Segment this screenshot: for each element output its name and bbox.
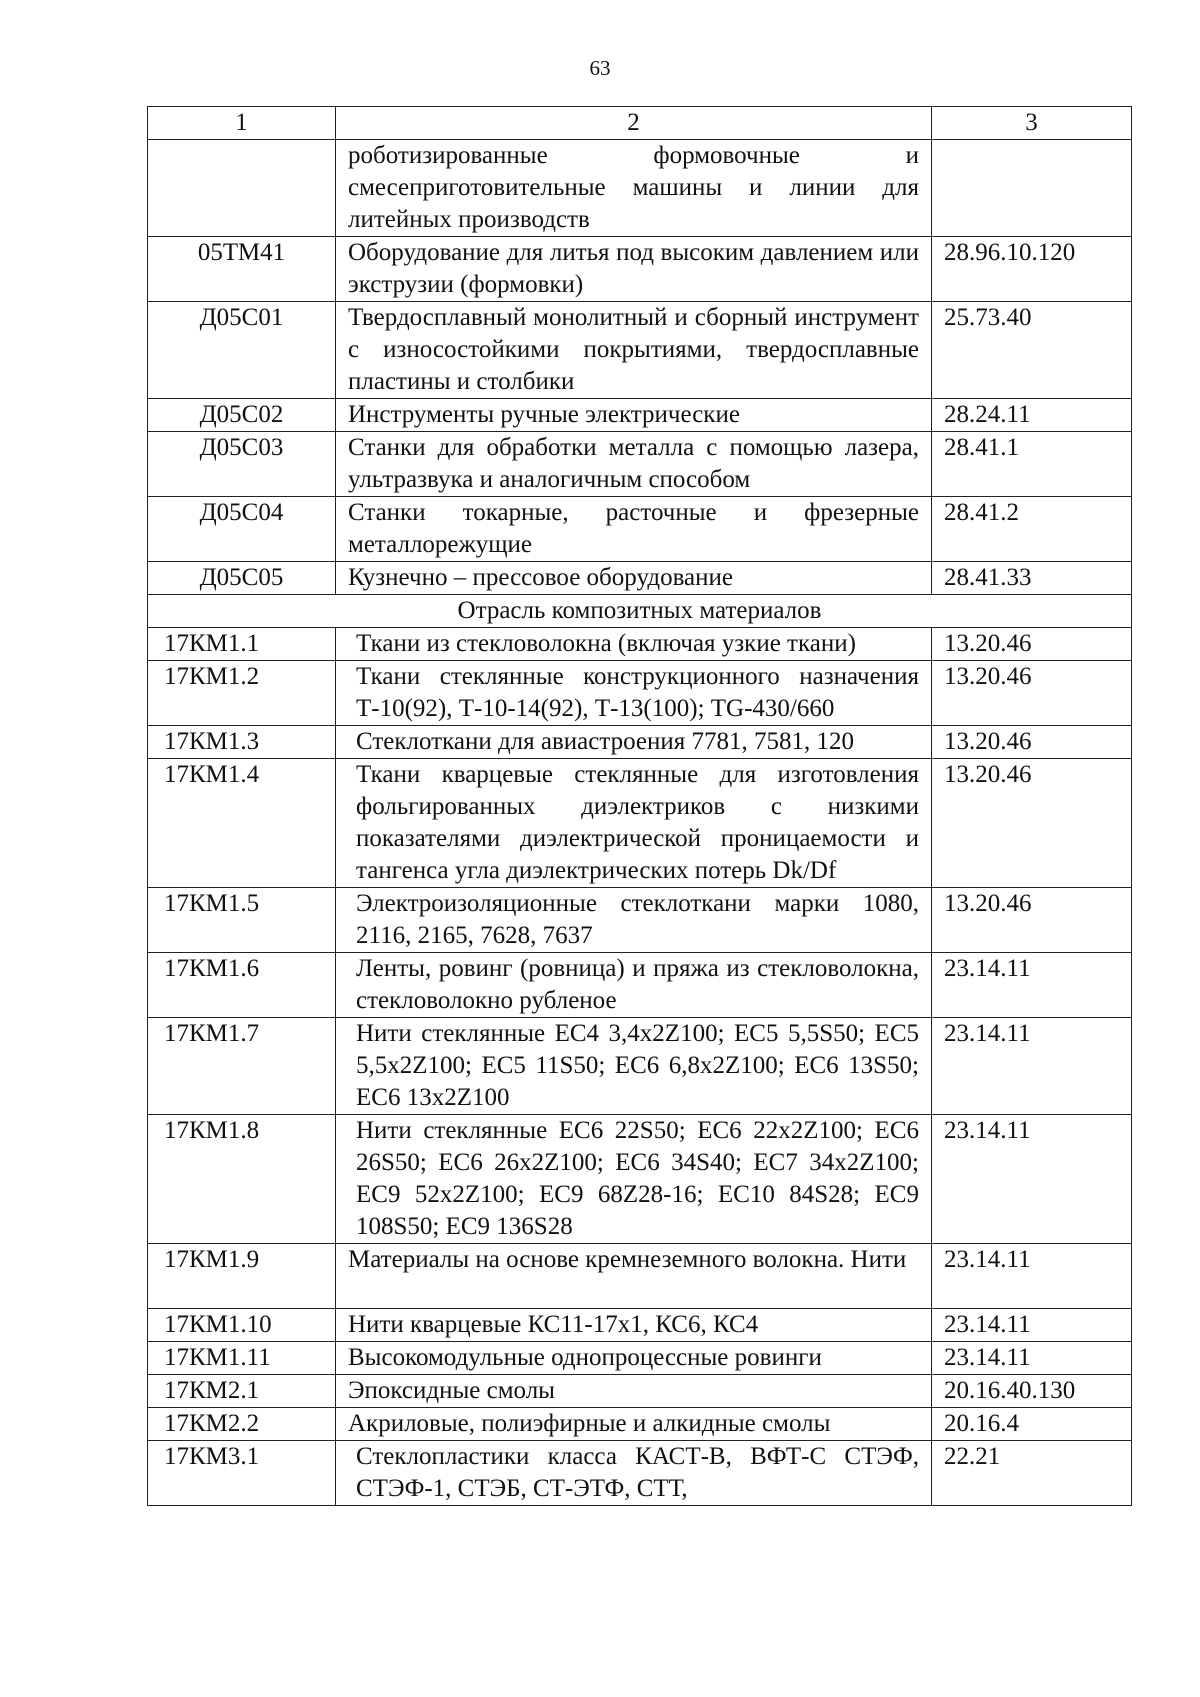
row-code: 17КМ1.3 [148,726,336,759]
table-row [148,1018,1132,1115]
row-code: 17КМ2.2 [148,1408,336,1441]
row-okpd-code: 23.14.11 [932,1342,1132,1375]
row-code: 17КМ1.8 [148,1115,336,1244]
row-okpd-code [932,140,1132,237]
row-description: Акриловые, полиэфирные и алкидные смолы [336,1408,932,1441]
row-okpd-code: 28.96.10.120 [932,237,1132,302]
row-code: 17КМ1.7 [148,1018,336,1115]
row-description: Ткани стеклянные конструкционного назначения Т-10(92), Т-10-14(92), Т-13(100); TG-430/660 [336,661,932,726]
row-okpd-code: 13.20.46 [932,726,1132,759]
row-okpd-code: 13.20.46 [932,759,1132,888]
table-row [148,399,1132,432]
table-row [148,302,1132,399]
row-okpd-code: 28.41.2 [932,497,1132,562]
row-description: Станки токарные, расточные и фрезерные металлорежущие [336,497,932,562]
table-row [148,1115,1132,1244]
table-row [148,562,1132,595]
row-code: 17КМ1.10 [148,1309,336,1342]
table-row [148,1375,1132,1408]
row-description: роботизированные формовочные и смесеприготовительные машины и линии для литейных производств [336,140,932,237]
row-description: Кузнечно – прессовое оборудование [336,562,932,595]
table-row [148,726,1132,759]
table-row [148,140,1132,237]
row-description: Ткани кварцевые стеклянные для изготовления фольгированных диэлектриков с низкими показателями диэлектрической проницаемости и тангенса угла диэлектрических потерь Dk/Df [336,759,932,888]
row-description: Высокомодульные однопроцессные ровинги [336,1342,932,1375]
row-description: Инструменты ручные электрические [336,399,932,432]
column-header-3: 3 [932,107,1132,140]
row-okpd-code: 28.24.11 [932,399,1132,432]
row-okpd-code: 13.20.46 [932,661,1132,726]
row-description: Станки для обработки металла с помощью лазера, ультразвука и аналогичным способом [336,432,932,497]
row-okpd-code: 23.14.11 [932,953,1132,1018]
row-description: Нити стеклянные ЕС4 3,4х2Z100; ЕС5 5,5S50; ЕС5 5,5х2Z100; ЕС5 11S50; ЕС6 6,8х2Z100; ЕС6 13S50; ЕС6 13х2Z100 [336,1018,932,1115]
table-row [148,1342,1132,1375]
table-row [148,888,1132,953]
row-description: Твердосплавный монолитный и сборный инструмент с износостойкими покрытиями, твердосплавные пластины и столбики [336,302,932,399]
row-description: Материалы на основе кремнеземного волокна. Нити [336,1244,932,1309]
row-okpd-code: 28.41.1 [932,432,1132,497]
row-code [148,140,336,237]
table-row [148,953,1132,1018]
row-code: 17КМ1.9 [148,1244,336,1309]
row-code: 17КМ1.6 [148,953,336,1018]
row-code: 17КМ1.1 [148,628,336,661]
row-code: 17КМ1.2 [148,661,336,726]
row-code: Д05С04 [148,497,336,562]
row-description: Ткани из стекловолокна (включая узкие ткани) [336,628,932,661]
row-okpd-code: 23.14.11 [932,1309,1132,1342]
row-code: Д05С05 [148,562,336,595]
table-row [148,1408,1132,1441]
row-okpd-code: 20.16.4 [932,1408,1132,1441]
row-description: Эпоксидные смолы [336,1375,932,1408]
table-row [148,497,1132,562]
row-okpd-code: 23.14.11 [932,1244,1132,1309]
row-code: 17КМ1.5 [148,888,336,953]
row-code: 17КМ2.1 [148,1375,336,1408]
row-description: Нити кварцевые КС11-17х1, КС6, КС4 [336,1309,932,1342]
row-code: Д05С03 [148,432,336,497]
row-code: 17КМ1.4 [148,759,336,888]
table-row [148,432,1132,497]
row-okpd-code: 28.41.33 [932,562,1132,595]
row-okpd-code: 20.16.40.130 [932,1375,1132,1408]
row-description: Стеклопластики класса КАСТ-В, ВФТ-С СТЭФ, СТЭФ-1, СТЭБ, СТ-ЭТФ, СТТ, [336,1441,932,1506]
section-title: Отрасль композитных материалов [148,595,1132,628]
row-okpd-code: 22.21 [932,1441,1132,1506]
row-code: Д05С02 [148,399,336,432]
table-row [148,628,1132,661]
table-row [148,759,1132,888]
table-row [148,1309,1132,1342]
row-code: Д05С01 [148,302,336,399]
table-row [148,1441,1132,1506]
okpd-table [147,106,1132,1506]
table-row [148,1244,1132,1309]
row-code: 05ТМ41 [148,237,336,302]
row-okpd-code: 13.20.46 [932,888,1132,953]
row-description: Стеклоткани для авиастроения 7781, 7581, 120 [336,726,932,759]
page-number: 63 [589,56,611,80]
section-row [148,595,1132,628]
row-okpd-code: 25.73.40 [932,302,1132,399]
row-okpd-code: 13.20.46 [932,628,1132,661]
column-header-1: 1 [148,107,336,140]
row-okpd-code: 23.14.11 [932,1115,1132,1244]
row-description: Нити стеклянные ЕС6 22S50; ЕС6 22х2Z100; ЕС6 26S50; ЕС6 26х2Z100; ЕС6 34S40; ЕС7 34х2Z100; ЕС9 52х2Z100; ЕС9 68Z28-16; ЕС10 84S28; ЕС9 108S50; ЕС9 136S28 [336,1115,932,1244]
row-code: 17КМ3.1 [148,1441,336,1506]
row-description: Электроизоляционные стеклоткани марки 1080, 2116, 2165, 7628, 7637 [336,888,932,953]
column-header-2: 2 [336,107,932,140]
table-row [148,237,1132,302]
row-code: 17КМ1.11 [148,1342,336,1375]
table-row [148,661,1132,726]
table-header-row [148,107,1132,140]
row-description: Оборудование для литья под высоким давлением или экструзии (формовки) [336,237,932,302]
row-okpd-code: 23.14.11 [932,1018,1132,1115]
row-description: Ленты, ровинг (ровница) и пряжа из стекловолокна, стекловолокно рубленое [336,953,932,1018]
